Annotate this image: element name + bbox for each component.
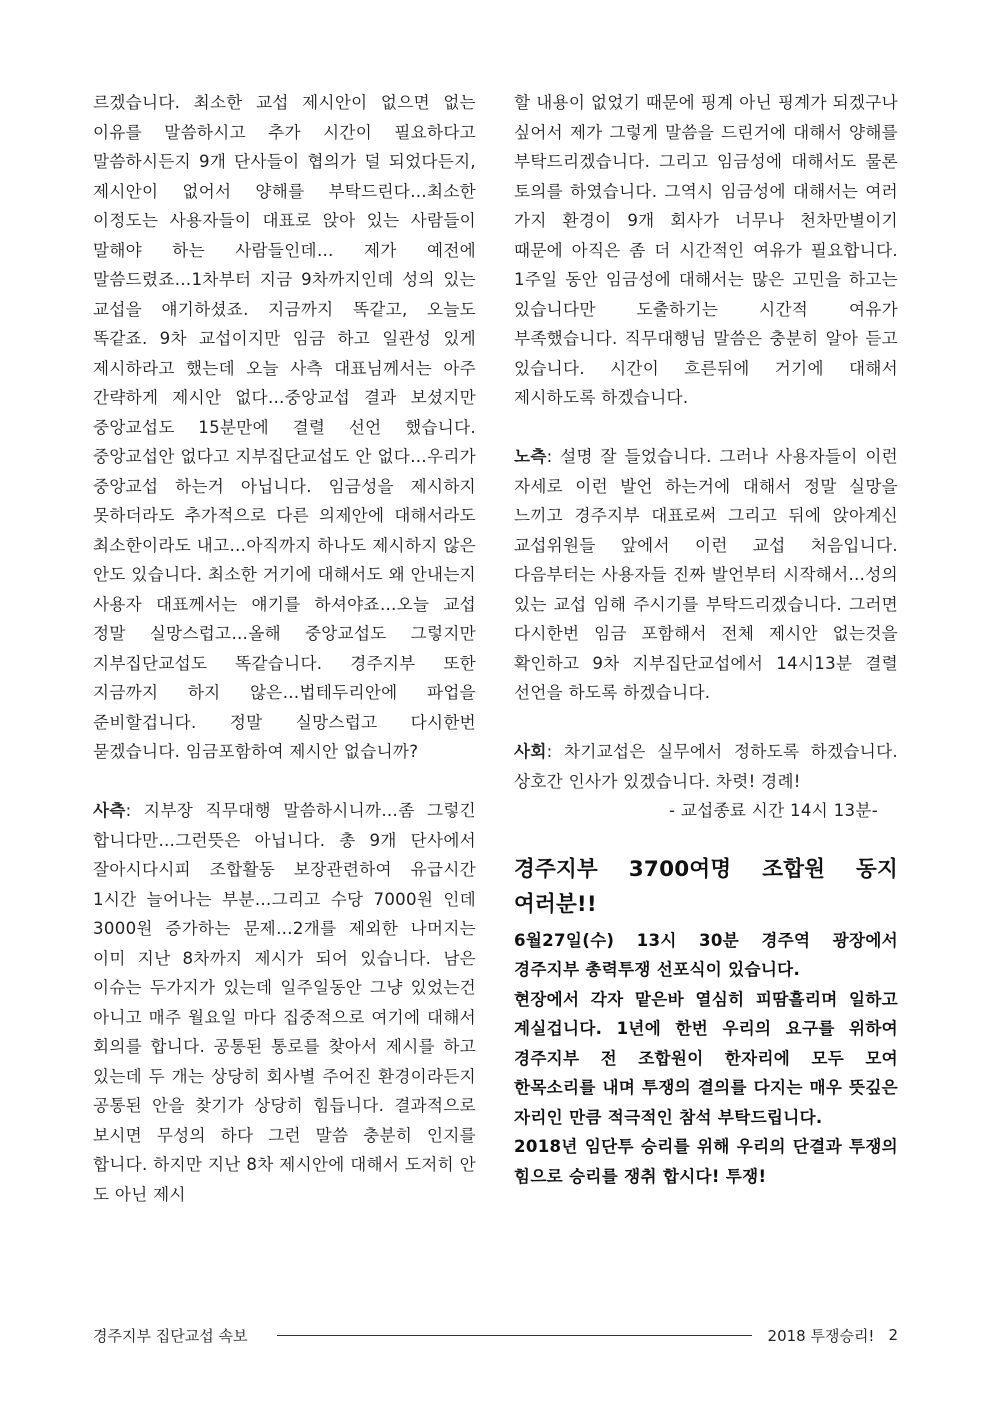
moderator-statement bbox=[514, 737, 898, 796]
notice-title: 경주지부 3700여명 조합원 동지 여러분!! bbox=[514, 856, 898, 917]
union-statement bbox=[514, 442, 898, 708]
footer-slogan: 2018 투쟁승리! bbox=[767, 1326, 875, 1345]
speaker-label: 사회 bbox=[514, 742, 547, 761]
management-statement-continued: 할 내용이 없었기 때문에 핑계 아닌 핑계가 되겠구나 싶어서 제가 그렇게 말씀을 드린거에 대해서 양해를 부탁드리겠습니다. 그리고 임금성에 대해서도 물론 토의를 하였습니다. 그역시 임금성에 대해서는 여러 가지 환경이 9개 회사가 너무나 천차만별이기 때문에 아직은 좀 더 시간적인 여유가 필요합니다. 1주일 동안 임금성에 대해서는 많은 고민을 하고는 있습니다만 도출하기는 시간적 여유가 부족했습니다. 직무대행님 말씀은 충분히 알아 듣고 있습니다. 시간이 흐른뒤에 거기에 대해서 제시하도록 하겠습니다. bbox=[514, 93, 898, 407]
left-column bbox=[93, 88, 476, 1209]
paragraph-gap bbox=[514, 413, 898, 443]
page-number: 2 bbox=[888, 1326, 898, 1344]
statement-text: : 설명 잘 들었습니다. 그러나 사용자들이 이런 자세로 이런 발언 하는거에 대해서 정말 실망을 느끼고 경주지부 대표로써 그리고 뒤에 앉아계신 교섭위원들 앞에서 이런 교섭 처음입니다. 다음부터는 사용자들 진짜 발언부터 시작해서…성의 있는 교섭 임해 주시기를 부탁드리겠습니다. 그러면 다시한번 임금 포함해서 전체 제시안 없는것을 확인하고 9차 지부집단교섭에서 14시13분 결렬 선언을 하도록 하겠습니다. bbox=[514, 447, 898, 702]
statement-text: : 지부장 직무대행 말씀하시니까…좀 그렇긴 합니다만…그런뜻은 아닙니다. 총 9개 단사에서 잘아시다시피 조합활동 보장관련하여 유급시간 1시간 늘어나는 부분…그리고 수당 7000원 인데 3000원 증가하는 문제…2개를 제외한 나머지는 이미 지난 8차까지 제시가 되어 있습니다. 남은 이슈는 두가지가 있는데 일주일동안 그냥 있었는건 아니고 매주 월요일 마다 집중적으로 여기에 대해서 회의를 합니다. 공통된 통로를 찾아서 제시를 하고 있는데 두 개는 상당히 회사별 주어진 환경이라든지 공통된 안을 찾기가 상당히 힘듭니다. 결과적으로 보시면 무성의 하다 그런 말씀 충분히 인지를 합니다. 하지만 지난 8차 제시안에 대해서 도저히 안 도 아닌 제시 bbox=[93, 801, 476, 1204]
rally-notice bbox=[514, 852, 898, 1192]
union-statement-continued: 르겠습니다. 최소한 교섭 제시안이 없으면 없는 이유를 말씀하시고 추가 시간이 필요하다고 말씀하시든지 9개 단사들이 협의가 덜 되었다든지, 제시안이 없어서 양해를 부탁드린다…최소한 이정도는 사용자들이 대표로 앉아 있는 사람들이 말해야 하는 사람들인데… 제가 예전에 말씀드렸죠…1차부터 지금 9차까지인데 성의 있는 교섭을 얘기하셨죠. 지금까지 똑같고, 오늘도 똑같죠. 9차 교섭이지만 임금 하고 일관성 있게 제시하라고 했는데 오늘 사측 대표님께서는 아주 간략하게 제시안 없다…중앙교섭 결과 보셨지만 중앙교섭도 15분만에 결렬 선언 했습니다. 중앙교섭안 없다고 지부집단교섭도 안 없다…우리가 중앙교섭 하는거 아닙니다. 임금성을 제시하지 못하더라도 추가적으로 다른 의제안에 대해서라도 최소한이라도 내고…아직까지 하나도 제시하지 않은 안도 있습니다. 최소한 거기에 대해서도 왜 안내는지 사용자 대표께서는 얘기를 하셔야죠…오늘 교섭 정말 실망스럽고…올해 중앙교섭도 그렇지만 지부집단교섭도 똑같습니다. 경주지부 또한 지금까지 하지 않은…법테두리안에 파업을 준비할겁니다. 정말 실망스럽고 다시한번 묻겠습니다. 임금포함하여 제시안 없습니까? bbox=[93, 93, 476, 761]
speaker-label: 노측 bbox=[514, 447, 547, 466]
paragraph-gap bbox=[93, 767, 476, 797]
notice-line: 2018년 임단투 승리를 위해 우리의 단결과 투쟁의 힘으로 승리를 쟁취 합시다! 투쟁! bbox=[514, 1137, 898, 1186]
footer-publication-title: 경주지부 집단교섭 속보 bbox=[93, 1326, 248, 1345]
notice-line: 6월27일(수) 13시 30분 경주역 광장에서 경주지부 총력투쟁 선포식이 있습니다. bbox=[514, 930, 898, 979]
footer-divider bbox=[277, 1335, 751, 1336]
right-column bbox=[514, 88, 898, 1191]
closing-time: - 교섭종료 시간 14시 13분- bbox=[669, 801, 878, 820]
paragraph-gap bbox=[514, 708, 898, 738]
speaker-label: 사측 bbox=[93, 801, 126, 820]
statement-text: : 차기교섭은 실무에서 정하도록 하겠습니다. 상호간 인사가 있겠습니다. 차렷! 경례! bbox=[514, 742, 898, 791]
notice-line: 현장에서 각자 맡은바 열심히 피땀흘리며 일하고 계실겁니다. 1년에 한번 우리의 요구를 위하여 경주지부 전 조합원이 한자리에 모두 모여 한목소리를 내며 투쟁의 결의를 다지는 매우 뜻깊은 자리인 만큼 적극적인 참석 부탁드립니다. bbox=[514, 989, 898, 1127]
management-statement bbox=[93, 796, 476, 1209]
page-footer bbox=[93, 1322, 898, 1348]
